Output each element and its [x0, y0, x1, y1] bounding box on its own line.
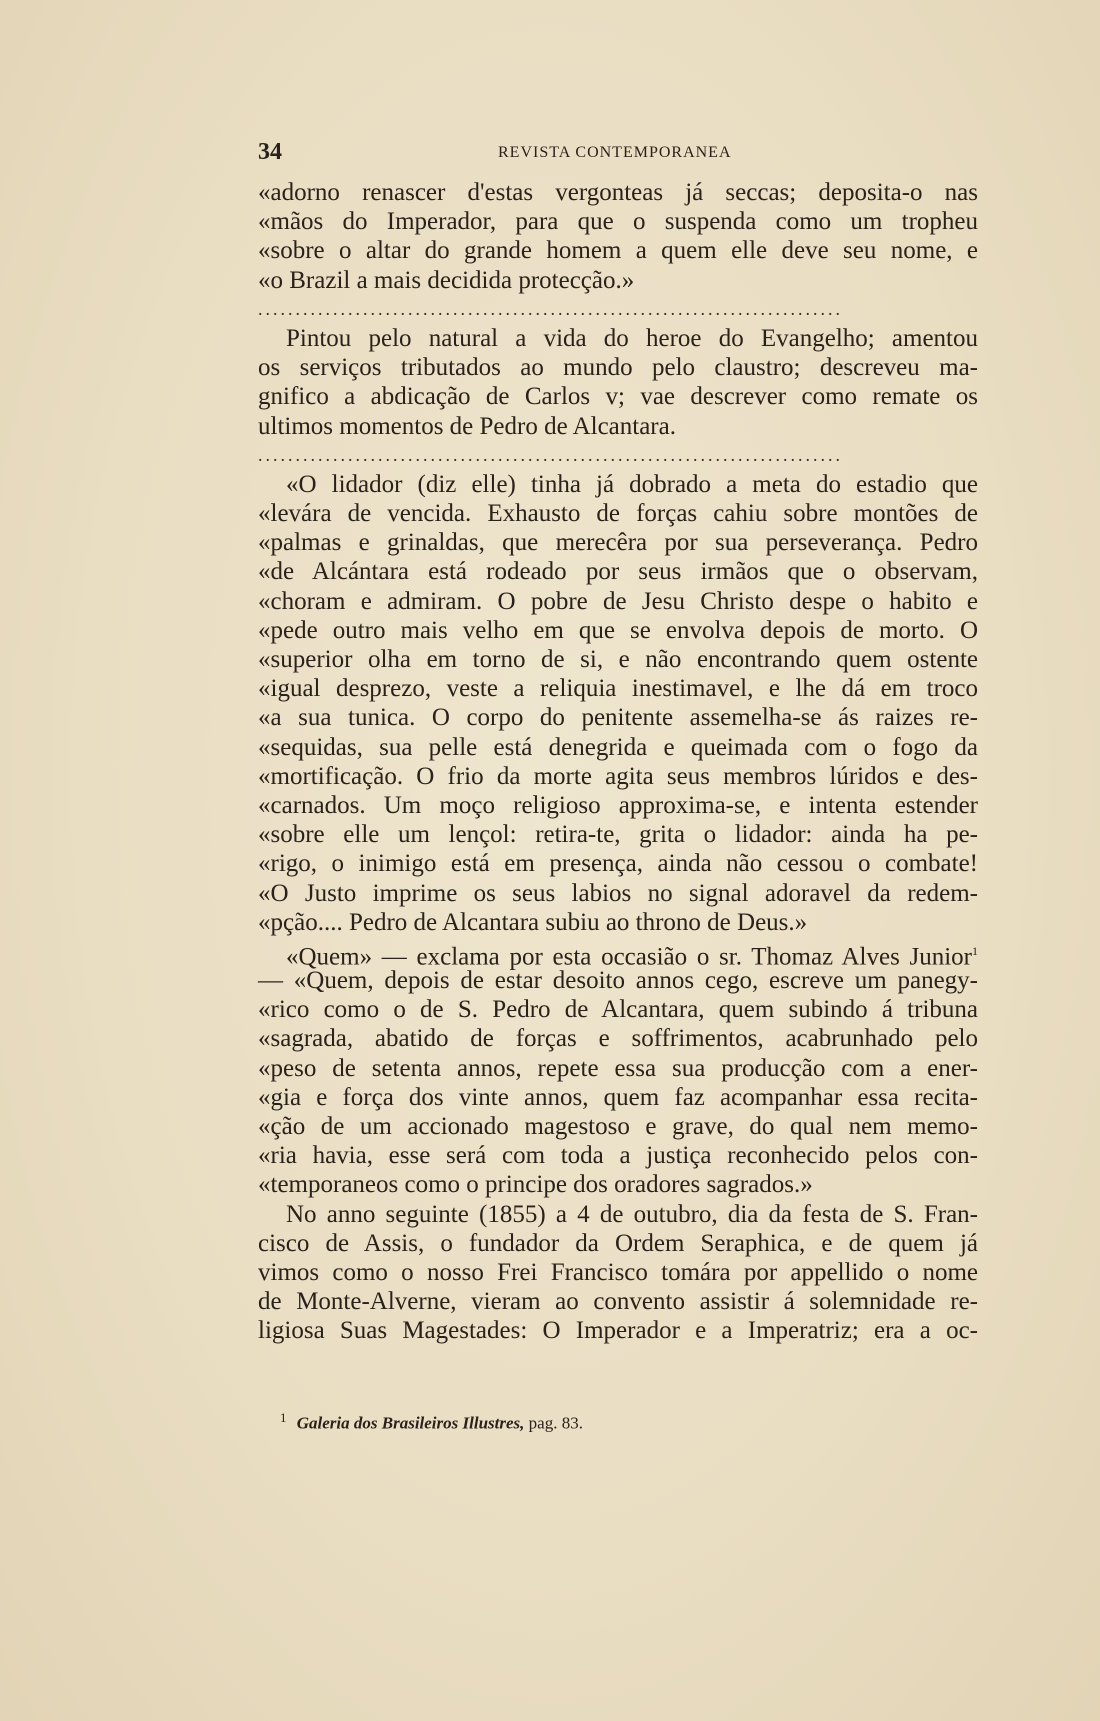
text-line: «sobre elle um lençol: retira-te, grita o lidador: ainda ha pe- [258, 821, 978, 849]
text-line: «sequidas, sua pelle está denegrida e queimada com o fogo da [258, 733, 978, 761]
text-line-with-footnote [258, 937, 978, 971]
text-line: «superior olha em torno de si, e não encontrando quem ostente [258, 646, 978, 673]
text-line: «mortificação. O frio da morte agita seus membros lúridos e des- [258, 762, 978, 790]
text-line: No anno seguinte (1855) a 4 de outubro, dia da festa de S. Fran- [286, 1200, 978, 1228]
text-line: ultimos momentos de Pedro de Alcantara. [258, 412, 676, 440]
text-line: «levára de vencida. Exhausto de forças cahiu sobre montões de [258, 500, 978, 528]
text-line: cisco de Assis, o fundador da Ordem Seraphica, e de quem já [258, 1229, 978, 1257]
text-line: Pintou pelo natural a vida do heroe do Evangelho; amentou [286, 324, 978, 352]
text-line: «ria havia, esse será com toda a justiça reconhecido pelos con- [258, 1142, 978, 1170]
text-line: «choram e admiram. O pobre de Jesu Christo despe o habito e [258, 587, 978, 615]
text-line: «gia e força dos vinte annos, quem faz acompanhar essa recita- [258, 1083, 978, 1111]
text-line: «peso de setenta annos, repete essa sua producção com a ener- [258, 1054, 978, 1082]
text-line: «Quem» — exclama por esta occasião o sr. Thomaz Alves Junior [286, 943, 972, 971]
text-line: «igual desprezo, veste a reliquia inestimavel, e lhe dá em troco [258, 675, 978, 703]
text-line: «adorno renascer d'estas vergonteas já seccas; deposita-o nas [258, 179, 978, 206]
footnote [280, 1410, 980, 1434]
text-line: — «Quem, depois de estar desoito annos cego, escreve um panegy- [258, 967, 978, 995]
body-text [258, 178, 978, 1346]
text-line: «rico como o de S. Pedro de Alcantara, quem subindo á tribuna [258, 996, 978, 1024]
text-line: «rigo, o inimigo está em presença, ainda não cessou o combate! [258, 850, 978, 878]
text-line: «a sua tunica. O corpo do penitente assemelha-se ás raizes re- [258, 704, 978, 732]
text-line: «palmas e grinaldas, que merecêra por sua perseverança. Pedro [258, 529, 978, 557]
running-head: REVISTA CONTEMPORANEA [498, 144, 732, 161]
text-line: «mãos do Imperador, para que o suspenda como um tropheu [258, 208, 978, 236]
page-header [258, 139, 978, 169]
text-line: «O lidador (diz elle) tinha já dobrado a meta do estadio que [286, 470, 978, 498]
text-line: os serviços tributados ao mundo pelo claustro; descreveu ma- [258, 354, 978, 382]
footnote-mark: 1 [280, 1410, 287, 1425]
text-line: «pede outro mais velho em que se envolva depois de morto. O [258, 616, 978, 644]
footnote-reference: 1 [972, 943, 978, 958]
text-line: gnifico a abdicação de Carlos v; vae descrever como remate os [258, 383, 978, 411]
text-line: ligiosa Suas Magestades: O Imperador e a Imperatriz; era a oc- [258, 1317, 978, 1345]
ellipsis-divider: .............................................................................. [258, 298, 843, 319]
ellipsis-divider: .............................................................................. [258, 444, 843, 465]
footnote-title: Galeria dos Brasileiros Illustres, [296, 1413, 525, 1433]
text-line: de Monte-Alverne, vieram ao convento assistir á solemnidade re- [258, 1288, 978, 1316]
text-line: «pção.... Pedro de Alcantara subiu ao throno de Deus.» [258, 908, 808, 936]
footnote-page: pag. 83. [528, 1413, 583, 1433]
text-line: vimos como o nosso Frei Francisco tomára por appellido o nome [258, 1258, 978, 1286]
text-line: «sagrada, abatido de forças e soffrimentos, acabrunhado pelo [258, 1025, 978, 1053]
text-line: «de Alcántara está rodeado por seus irmãos que o observam, [258, 558, 978, 586]
page-number: 34 [258, 139, 282, 165]
text-line: «O Justo imprime os seus labios no signal adoravel da redem- [258, 879, 978, 907]
text-line: «sobre o altar do grande homem a quem elle deve seu nome, e [258, 237, 978, 265]
text-line: «o Brazil a mais decidida protecção.» [258, 266, 635, 294]
text-line: «temporaneos como o principe dos oradores sagrados.» [258, 1171, 813, 1199]
text-line: «carnados. Um moço religioso approxima-se, e intenta estender [258, 791, 978, 819]
text-line: «ção de um accionado magestoso e grave, do qual nem memo- [258, 1113, 978, 1140]
